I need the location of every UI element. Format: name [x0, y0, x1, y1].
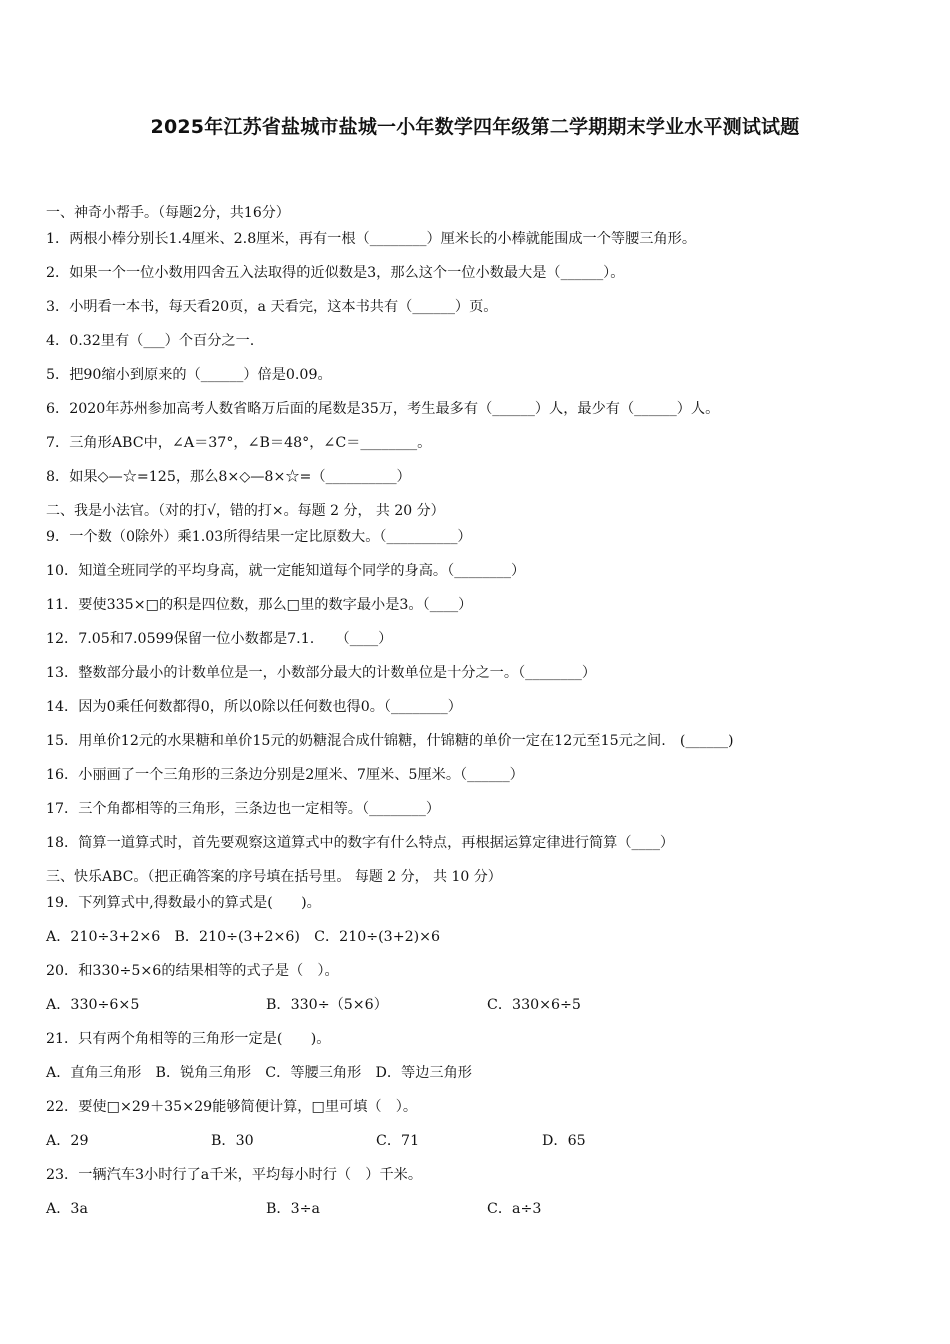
question-5: 5．把90缩小到原来的（______）倍是0.09。 [46, 367, 332, 383]
question-1: 1．两根小棒分别长1.4厘米、2.8厘米，再有一根（________）厘米长的小棒就能围成一个等腰三角形。 [46, 231, 697, 247]
section-1-heading: 一、神奇小帮手。（每题2分，共16分） [46, 205, 290, 221]
section-3-heading: 三、快乐ABC。（把正确答案的序号填在括号里。 每题 2 分， 共 10 分） [46, 869, 502, 885]
question-21-options: A．直角三角形 B．锐角三角形 C．等腰三角形 D．等边三角形 [46, 1065, 472, 1081]
question-10: 10．知道全班同学的平均身高，就一定能知道每个同学的身高。（________） [46, 563, 526, 579]
q23-option-b: B．3÷a [266, 1201, 320, 1217]
question-4: 4．0.32里有（___）个百分之一. [46, 333, 255, 349]
q20-option-b: B．330÷（5×6） [266, 997, 388, 1013]
question-12: 12．7.05和7.0599保留一位小数都是7.1. （____） [46, 631, 393, 647]
question-19-options: A．210÷3+2×6 B．210÷(3+2×6) C．210÷(3+2)×6 [46, 929, 441, 945]
question-11: 11．要使335×□的积是四位数，那么□里的数字最小是3。（____） [46, 597, 473, 613]
question-13: 13．整数部分最小的计数单位是一，小数部分最大的计数单位是十分之一。（________） [46, 665, 597, 681]
q22-option-c: C．71 [376, 1133, 420, 1149]
question-22: 22．要使□×29＋35×29能够简便计算，□里可填（ ）。 [46, 1099, 418, 1115]
q22-option-a: A．29 [46, 1133, 89, 1149]
question-3: 3．小明看一本书，每天看20页，a 天看完，这本书共有（______）页。 [46, 299, 498, 315]
question-6: 6．2020年苏州参加高考人数省略万后面的尾数是35万，考生最多有（______）人，最少有（______）人。 [46, 401, 720, 417]
page-title: 2025年江苏省盐城市盐城一小年数学四年级第二学期期末学业水平测试试题 [150, 116, 800, 138]
q23-option-c: C．a÷3 [487, 1201, 542, 1217]
question-23: 23．一辆汽车3小时行了a千米，平均每小时行（ ）千米。 [46, 1167, 423, 1183]
question-21: 21．只有两个角相等的三角形一定是( )。 [46, 1031, 331, 1047]
q23-option-a: A．3a [46, 1201, 88, 1217]
question-15: 15．用单价12元的水果糖和单价15元的奶糖混合成什锦糖，什锦糖的单价一定在12元至15元之间. (______) [46, 733, 734, 749]
q22-option-d: D．65 [542, 1133, 586, 1149]
question-18: 18．简算一道算式时，首先要观察这道算式中的数字有什么特点，再根据运算定律进行简算（____） [46, 835, 675, 851]
section-2-heading: 二、我是小法官。（对的打√，错的打×。每题 2 分， 共 20 分） [46, 503, 445, 519]
question-19: 19．下列算式中,得数最小的算式是( )。 [46, 895, 321, 911]
question-16: 16．小丽画了一个三角形的三条边分别是2厘米、7厘米、5厘米。（______） [46, 767, 524, 783]
q20-option-c: C．330×6÷5 [487, 997, 581, 1013]
question-17: 17．三个角都相等的三角形，三条边也一定相等。（________） [46, 801, 441, 817]
question-7: 7．三角形ABC中，∠A＝37°，∠B＝48°，∠C＝________。 [46, 435, 432, 451]
q22-option-b: B．30 [211, 1133, 254, 1149]
q20-option-a: A．330÷6×5 [46, 997, 140, 1013]
question-2: 2．如果一个一位小数用四舍五入法取得的近似数是3，那么这个一位小数最大是（______）。 [46, 265, 625, 281]
question-9: 9．一个数（0除外）乘1.03所得结果一定比原数大。（__________） [46, 529, 472, 545]
question-14: 14．因为0乘任何数都得0，所以0除以任何数也得0。（________） [46, 699, 462, 715]
question-8: 8．如果◇—☆=125，那么8×◇—8×☆=（__________） [46, 469, 411, 485]
question-20: 20．和330÷5×6的结果相等的式子是（ ）。 [46, 963, 339, 979]
